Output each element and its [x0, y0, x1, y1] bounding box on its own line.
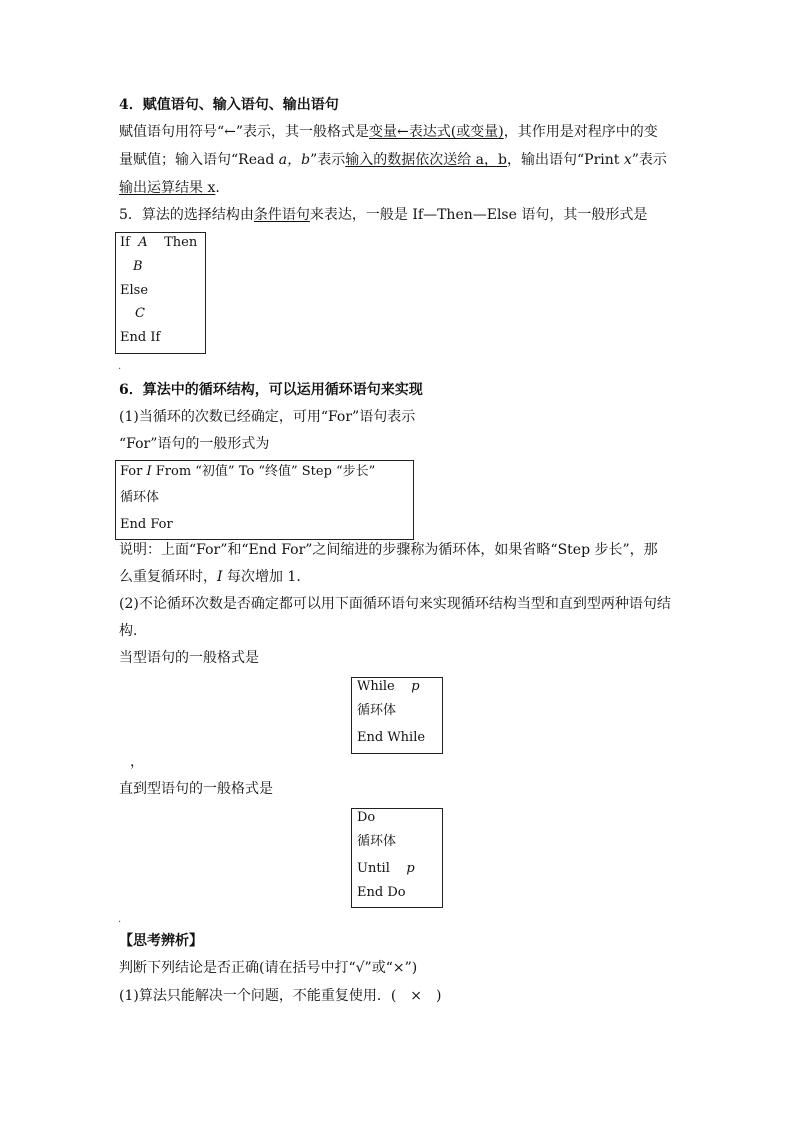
var-span: A — [138, 235, 148, 250]
text-span: 量赋值；输入语句“Read — [119, 152, 279, 168]
var-span: a，b — [278, 152, 311, 168]
stray-dot: . — [118, 914, 122, 925]
do-until-box — [351, 808, 443, 908]
text-span: 来表达，一般是 If—Then—Else 语句，其一般形式是 — [309, 207, 648, 223]
else-line: Else — [120, 283, 149, 298]
do-line: Do — [357, 810, 376, 825]
for-note-line1: 说明：上面“For”和“End For”之间缩进的步骤称为循环体，如果省略“Step 步长”，那 — [119, 542, 658, 558]
do-body: 循环体 — [357, 834, 397, 849]
while-box — [351, 677, 443, 754]
comma-mark: ， — [130, 754, 144, 770]
loop-intro-line2: 构． — [119, 623, 147, 639]
var-span: x — [623, 152, 632, 168]
stray-dot: . — [118, 361, 122, 372]
text-span: If — [120, 235, 130, 250]
for-note-line2 — [119, 567, 301, 587]
think-heading: 【思考辨析】 — [119, 933, 203, 949]
var-span: p — [411, 679, 420, 694]
for-line — [120, 463, 375, 481]
section-4-heading: 4．赋值语句、输入语句、输出语句 — [119, 97, 339, 113]
assign-desc-line3 — [119, 178, 220, 198]
text-span: While — [357, 679, 395, 694]
section-6-heading: 6．算法中的循环结构，可以运用循环语句来实现 — [119, 382, 423, 398]
underlined-answer: 输出运算结果 x — [119, 180, 216, 196]
until-line — [357, 860, 415, 878]
text-span: 么重复循环时， — [119, 569, 217, 585]
var-span: I — [146, 464, 152, 479]
assign-desc-line2 — [119, 150, 667, 170]
endif-line: End If — [120, 330, 161, 345]
text-span: 5．算法的选择结构由 — [119, 207, 254, 223]
for-box — [115, 460, 414, 540]
if-then-else-box — [115, 232, 206, 354]
text-span: ，输出语句“Print — [507, 152, 624, 168]
text-span: ”表示 — [631, 152, 667, 168]
text-span: Until — [357, 861, 390, 876]
end-for-line: End For — [120, 517, 173, 532]
for-form-label: “For”语句的一般形式为 — [119, 436, 270, 452]
for-body: 循环体 — [120, 490, 160, 505]
text-span: 赋值语句用符号“←”表示，其一般格式是 — [119, 124, 370, 140]
text-span: ”表示 — [310, 152, 346, 168]
block-b: B — [133, 259, 143, 274]
text-span: . — [215, 180, 220, 196]
text-span: ，其作用是对程序中的变 — [503, 124, 658, 140]
for-intro: (1)当循环的次数已经确定，可用“For”语句表示 — [119, 409, 416, 425]
while-body: 循环体 — [357, 703, 397, 718]
var-span: p — [406, 861, 415, 876]
while-label: 当型语句的一般格式是 — [119, 650, 259, 666]
until-label: 直到型语句的一般格式是 — [119, 781, 273, 797]
while-line — [357, 678, 420, 696]
assign-desc-line1 — [119, 122, 658, 142]
text-span: For — [120, 464, 147, 479]
block-c: C — [135, 306, 145, 321]
question-1: (1)算法只能解决一个问题，不能重复使用．( × ) — [119, 988, 442, 1004]
underlined-answer: 变量←表达式(或变量) — [369, 124, 504, 140]
text-span: 每次增加 1. — [222, 569, 301, 585]
underlined-answer: 输入的数据依次送给 a，b — [345, 152, 507, 168]
text-span: Then — [164, 235, 198, 250]
if-line — [120, 234, 197, 252]
section-5-line — [119, 205, 647, 225]
text-span: From “初值” To “终值” Step “步长” — [151, 464, 376, 479]
end-do-line: End Do — [357, 885, 406, 900]
end-while-line: End While — [357, 730, 426, 745]
underlined-answer: 条件语句 — [253, 207, 310, 223]
var-span: I — [217, 569, 223, 585]
loop-intro-line1: (2)不论循环次数是否确定都可以用下面循环语句来实现循环结构当型和直到型两种语句结 — [119, 596, 671, 612]
think-instruction: 判断下列结论是否正确(请在括号中打“√”或“×”) — [119, 960, 418, 976]
